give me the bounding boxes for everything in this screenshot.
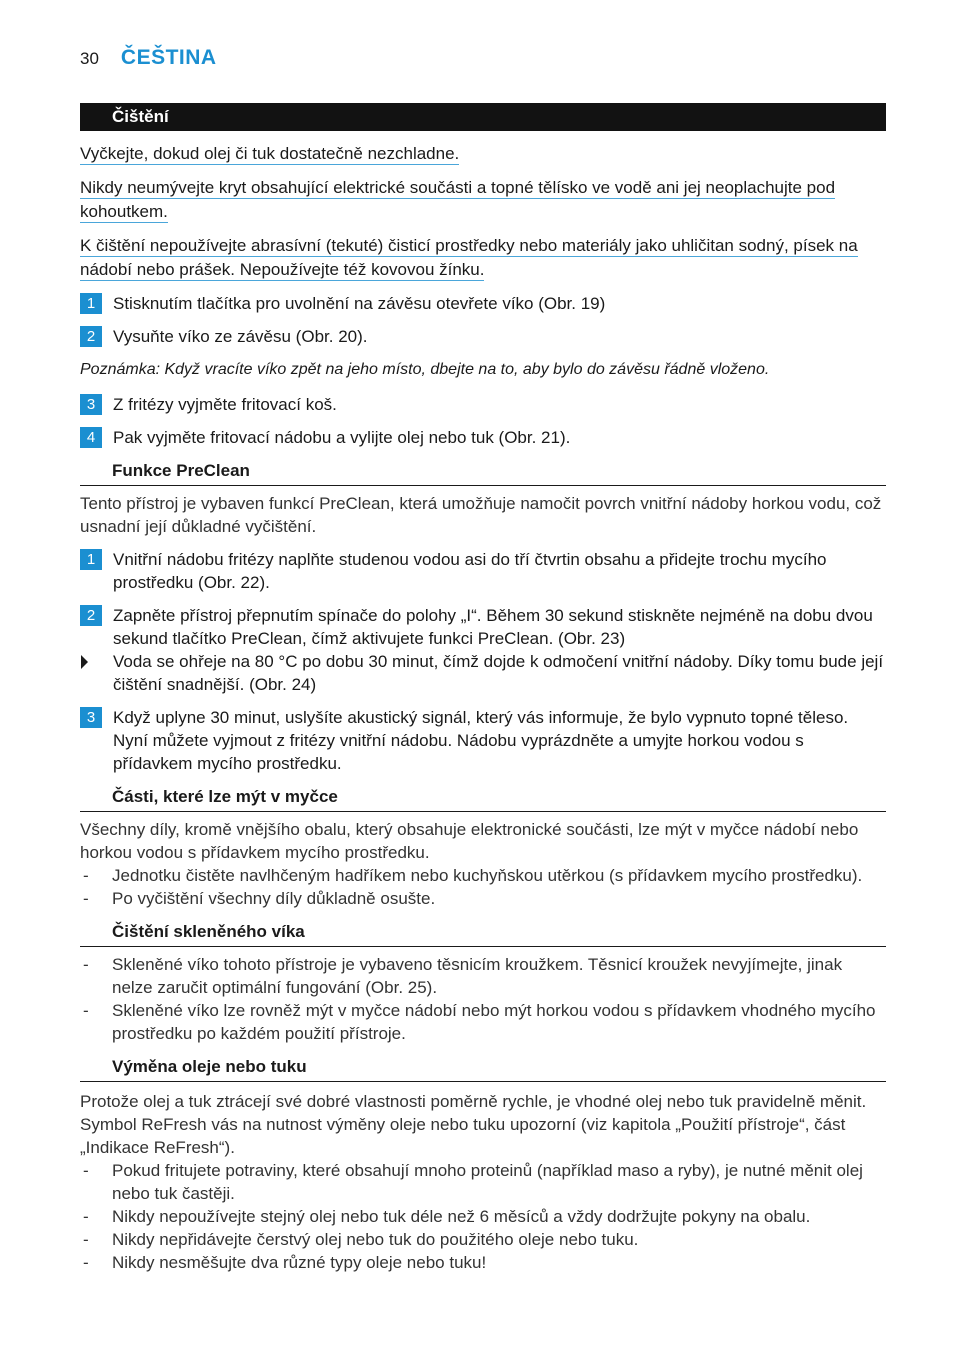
page-number: 30 [80, 49, 99, 68]
preclean-step-2 [80, 604, 886, 650]
step-number-badge: 1 [80, 549, 102, 570]
step-4 [80, 426, 886, 449]
step-text: Vysuňte víko ze závěsu (Obr. 20). [113, 327, 368, 346]
step-number-badge: 3 [80, 394, 102, 415]
note: Poznámka: Když vracíte víko zpět na jeho místo, dbejte na to, aby bylo do závěsu řádně vloženo. [80, 361, 770, 378]
step-text: Stisknutím tlačítka pro uvolnění na závěsu otevřete víko (Obr. 19) [113, 294, 606, 313]
preclean-result [80, 650, 886, 696]
step-number-badge: 2 [80, 605, 102, 626]
step-number-badge: 3 [80, 707, 102, 728]
page-header [80, 46, 217, 70]
step-1 [80, 292, 886, 315]
list-item: - Nikdy nepoužívejte stejný olej nebo tuk déle než 6 měsíců a vždy dodržujte pokyny na obalu. [83, 1207, 811, 1226]
step-3 [80, 393, 886, 416]
language-title: ČEŠTINA [120, 46, 217, 69]
dishwasher-heading: Části, které lze mýt v myčce [80, 785, 886, 812]
list-item: - Nikdy nepřidávejte čerstvý olej nebo tuk do použitého oleje nebo tuku. [83, 1230, 639, 1249]
preclean-step-1 [80, 548, 886, 594]
list-item: - Skleněné víko tohoto přístroje je vybaveno těsnicím kroužkem. Těsnicí kroužek nevyjímejte, jinak nelze zaručit optimální fungování (Obr. 25). [83, 955, 843, 997]
preclean-step-3 [80, 706, 886, 775]
step-2 [80, 325, 886, 348]
oil-change-intro: Protože olej a tuk ztrácejí své dobré vlastnosti poměrně rychle, je vhodné olej nebo tuk pravidelně měnit. Symbol ReFresh vás na nutnost výměny oleje nebo tuku upozorní (viz kapitola „Použití přístroje“, část „Indikace ReFresh“). [80, 1092, 867, 1157]
glass-lid-heading: Čištění skleněného víka [80, 920, 886, 947]
page-content [80, 140, 886, 1274]
section-title-bar: Čištění [80, 103, 886, 131]
list-item: - Pokud fritujete potraviny, které obsahují mnoho proteinů (například maso a ryby), je nutné měnit olej nebo tuk častěji. [83, 1161, 863, 1203]
preclean-heading: Funkce PreClean [80, 459, 886, 486]
preclean-intro: Tento přístroj je vybaven funkcí PreClean, která umožňuje namočit povrch vnitřní nádoby horkou vodu, což usnadní její důkladné vyčištění. [80, 494, 882, 536]
step-number-badge: 4 [80, 427, 102, 448]
triangle-bullet-icon [80, 650, 113, 675]
list-item: - Skleněné víko lze rovněž mýt v myčce nádobí nebo mýt horkou vodou s přídavkem vhodného mycího prostředku po každém použití přístroje. [83, 1001, 876, 1043]
step-text: Z fritézy vyjměte fritovací koš. [113, 395, 337, 414]
step-number-badge: 2 [80, 326, 102, 347]
warning-3: K čištění nepoužívejte abrasívní (tekuté) čisticí prostředky nebo materiály jako uhličitan sodný, písek na nádobí nebo prášek. Nepoužívejte též kovovou žínku. [80, 236, 858, 279]
step-text: Zapněte přístroj přepnutím spínače do polohy „I“. Během 30 sekund stiskněte nejméně na dobu dvou sekund tlačítko PreClean, čímž aktivujete funkci PreClean. (Obr. 23) [113, 606, 873, 648]
list-item: - Jednotku čistěte navlhčeným hadříkem nebo kuchyňskou utěrkou (s přídavkem mycího prostředku). [83, 866, 863, 885]
bullet-text: Voda se ohřeje na 80 °C po dobu 30 minut, čímž dojde k odmočení vnitřní nádoby. Díky tomu bude její čištění snadnější. (Obr. 24) [113, 652, 884, 694]
oil-change-heading: Výměna oleje nebo tuku [80, 1055, 886, 1082]
step-number-badge: 1 [80, 293, 102, 314]
step-text: Když uplyne 30 minut, uslyšíte akustický signál, který vás informuje, že bylo vypnuto topné těleso. Nyní můžete vyjmout z fritézy vnitřní nádobu. Nádobu vyprázdněte a umyjte horkou vodou s přídavkem mycího prostředku. [113, 708, 849, 773]
warning-2: Nikdy neumývejte kryt obsahující elektrické součásti a topné tělísko ve vodě ani jej neoplachujte pod kohoutkem. [80, 178, 836, 221]
list-item: - Po vyčištění všechny díly důkladně osušte. [83, 889, 436, 908]
step-text: Vnitřní nádobu fritézy naplňte studenou vodou asi do tří čtvrtin obsahu a přidejte trochu mycího prostředku (Obr. 22). [113, 550, 827, 592]
warning-1: Vyčkejte, dokud olej či tuk dostatečně nezchladne. [80, 144, 460, 163]
dishwasher-intro: Všechny díly, kromě vnějšího obalu, který obsahuje elektronické součásti, lze mýt v myčce nádobí nebo horkou vodou s přídavkem mycího prostředku. [80, 820, 859, 862]
step-text: Pak vyjměte fritovací nádobu a vylijte olej nebo tuk (Obr. 21). [113, 428, 571, 447]
list-item: - Nikdy nesměšujte dva různé typy oleje nebo tuku! [83, 1253, 487, 1272]
